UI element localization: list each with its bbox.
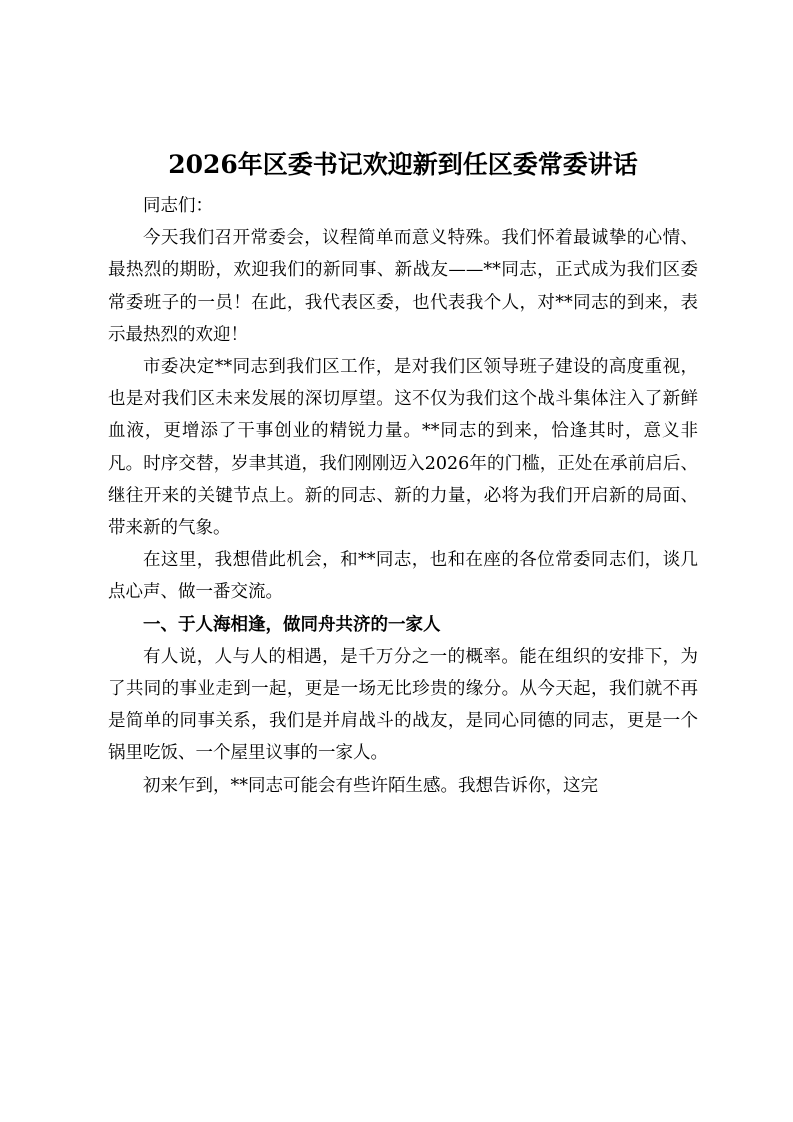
document-title: 2026年区委书记欢迎新到任区委常委讲话 <box>168 150 638 179</box>
paragraph-exchange: 在这里，我想借此机会，和**同志，也和在座的各位常委同志们，谈几点心声、做一番交流。 <box>108 550 698 603</box>
paragraph-newcomer: 初来乍到，**同志可能会有些许陌生感。我想告诉你，这完 <box>143 775 598 796</box>
paragraph-family: 有人说，人与人的相遇，是千万分之一的概率。能在组织的安排下，为了共同的事业走到一起，更是一场无比珍贵的缘分。从今天起，我们就不再是简单的同事关系，我们是并肩战斗的战友，是同心同德的同志，更是一个锅里吃饭、一个屋里议事的一家人。 <box>108 646 698 764</box>
section-heading: 一、于人海相逢，做同舟共济的一家人 <box>143 614 441 635</box>
greeting: 同志们： <box>143 196 213 216</box>
paragraph-welcome: 今天我们召开常委会，议程简单而意义特殊。我们怀着最诚挚的心情、最热烈的期盼，欢迎我们的新同事、新战友——**同志，正式成为我们区委常委班子的一员！在此，我代表区委，也代表我个人，对**同志的到来，表示最热烈的欢迎！ <box>108 228 698 345</box>
paragraph-significance: 市委决定**同志到我们区工作，是对我们区领导班子建设的高度重视，也是对我们区未来发展的深切厚望。这不仅为我们这个战斗集体注入了新鲜血液，更增添了干事创业的精锐力量。**同志的到来，恰逢其时，意义非凡。时序交替，岁聿其逍，我们刚刚迈入2026年的门槛，正处在承前启后、继往开来的关键节点上。新的同志、新的力量，必将为我们开启新的局面、带来新的气象。 <box>108 357 698 539</box>
document-body <box>108 140 698 802</box>
